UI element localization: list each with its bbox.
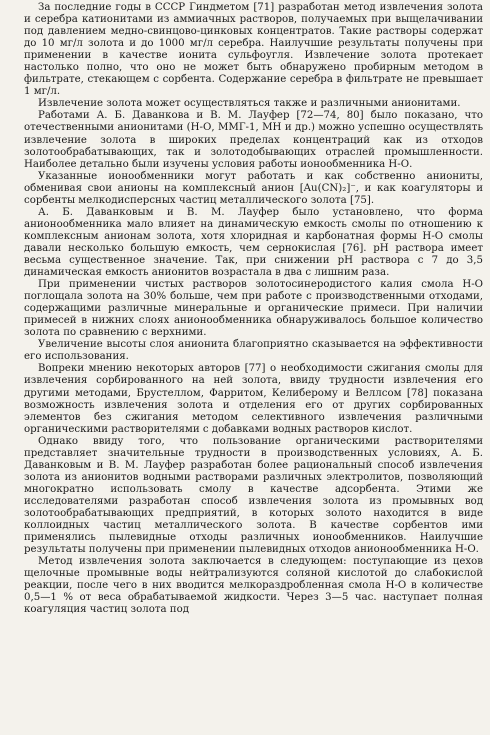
- paragraph-pure-solutions-capacity: При применении чистых растворов золотосинеродистого калия смола Н-О поглощала золота на 30% больше, чем при работе с производственными отходами, содержащими различные минеральные и органические примеси. При наличии примесей в нижних слоях анионообменника обнаруживалось большое количество золота по сравнению с верхними.: [24, 279, 483, 339]
- paragraph-gindmet-cation-exchange: За последние годы в СССР Гиндметом [71] разработан метод извлечения золота и серебра катионитами из аммиачных растворов, получаемых при выщелачивании под давлением медно-свинцово-цинковых концентратов. Такие растворы содержат до 10 мг/л золота и до 1000 мг/л серебра. Наилучшие результаты получены при применении в качестве ионита сульфоугля. Извлечение золота протекает настолько полно, что оно не может быть обнаружено пробирным методом в фильтрате, стекающем с сорбента. Содержание серебра в фильтрате не превышает 1 мг/л.: [24, 2, 483, 98]
- paragraph-anion-form-and-ph: А. Б. Даванковым и В. М. Лауфер было установлено, что форма анионообменника мало влияет на динамическую емкость смолы по отношению к комплексным анионам золота, хотя хлоридная и карбонатная формы Н-О смолы давали несколько большую емкость, чем сернокислая [76]. pH раствора имеет весьма существенное значение. Так, при снижении pH раствора с 7 до 3,5 динамическая емкость анионитов возрастала в два с лишним раза.: [24, 206, 483, 279]
- paragraph-elution-without-burning: Вопреки мнению некоторых авторов [77] о необходимости сжигания смолы для извлечения сорбированного на ней золота, ввиду трудности извлечения его другими методами, Брустеллом, Фарритом, Келиберому и Веллсом [78] показана возможность извлечения золота и отделения его от других сорбированных элементов без сжигания методом селективного извлечения различными органическими растворителями с добавками водных растворов кислот.: [24, 363, 483, 435]
- paragraph-extraction-procedure: Метод извлечения золота заключается в следующем: поступающие из цехов щелочные промывные воды нейтрализуются соляной кислотой до слабокислой реакции, после чего в них вводится мелкораздробленная смола Н-О в количестве 0,5—1 % от веса обрабатываемой жидкости. Через 3—5 час. наступает полная коагуляция частиц золота под: [24, 556, 483, 616]
- paragraph-ion-exchanger-mechanisms: Указанные ионообменники могут работать и как собственно аниониты, обменивая свои анионы на комплексный анион [Au(CN)₂]⁻, и как коагуляторы и сорбенты мелкодисперсных частиц металлического золота [75].: [24, 170, 483, 206]
- paragraph-davankov-laufer-works: Работами А. Б. Даванкова и В. М. Лауфер [72—74, 80] было показано, что отечественными анионитами (Н-О, ММГ-1, МН и др.) можно успешно осуществлять извлечение золота в широких пределах концентраций как из отходов золотообрабатывающих, так и золотодобывающих отраслей промышленности. Наиболее детально были изучены условия работы ионообменника Н-О.: [24, 110, 483, 170]
- paragraph-bed-height: Увеличение высоты слоя анионита благоприятно сказывается на эффективности его использования.: [24, 339, 483, 363]
- paragraph-aqueous-elution-method: Однако ввиду того, что пользование органическими растворителями представляет значительные трудности в производственных условиях, А. Б. Даванковым и В. М. Лауфер разработан более рациональный способ извлечения золота из анионитов водными растворами различных электролитов, позволяющий многократно использовать смолу в качестве адсорбента. Этими же исследователями разработан способ извлечения золота из промывных вод золотообрабатывающих предприятий, в которых золото находится в виде коллоидных частиц металлического золота. В качестве сорбентов ими применялись пылевидные отходы различных ионообменников. Наилучшие результаты получены при применении пылевидных отходов анионообменника Н-О.: [24, 435, 483, 556]
- paragraph-anion-exchangers-intro: Извлечение золота может осуществляться также и различными анионитами.: [38, 98, 461, 110]
